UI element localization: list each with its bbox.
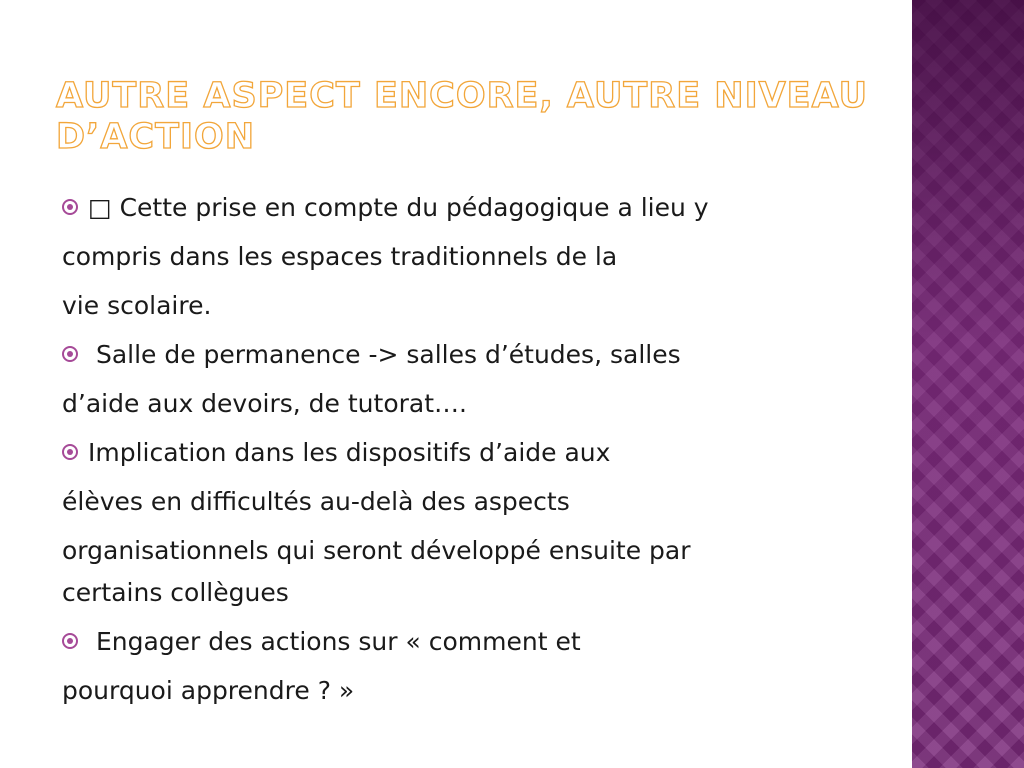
bullet-text: Engager des actions sur « comment et — [88, 627, 581, 656]
bullet-icon — [62, 199, 78, 215]
bullet-continuation — [62, 535, 882, 577]
bullet-text: organisationnels qui seront développé ensuite par — [62, 536, 691, 565]
list-item — [62, 626, 882, 675]
bullet-continuation — [62, 486, 882, 535]
bullet-icon — [62, 346, 78, 362]
bullet-text: élèves en difficultés au-delà des aspects — [62, 487, 570, 516]
bullet-text: pourquoi apprendre ? » — [62, 676, 355, 705]
bullet-list — [62, 192, 882, 724]
list-item — [62, 437, 882, 486]
bullet-continuation — [62, 388, 882, 437]
bullet-continuation — [62, 577, 882, 626]
bullet-icon — [62, 633, 78, 649]
bullet-text: □ Cette prise en compte du pédagogique a lieu y — [88, 193, 709, 222]
bullet-text: Implication dans les dispositifs d’aide aux — [88, 438, 611, 467]
list-item — [62, 339, 882, 388]
bullet-text: d’aide aux devoirs, de tutorat…. — [62, 389, 467, 418]
bullet-text: compris dans les espaces traditionnels de la — [62, 242, 618, 271]
decorative-sidebar — [912, 0, 1024, 768]
bullet-continuation — [62, 290, 882, 339]
bullet-continuation — [62, 241, 882, 290]
bullet-text: vie scolaire. — [62, 291, 212, 320]
list-item — [62, 192, 882, 241]
bullet-text: certains collègues — [62, 578, 289, 607]
bullet-icon — [62, 444, 78, 460]
bullet-text: Salle de permanence -> salles d’études, salles — [88, 340, 681, 369]
slide-title: AUTRE ASPECT ENCORE, AUTRE NIVEAU D’ACTION — [56, 76, 869, 157]
bullet-continuation — [62, 675, 882, 724]
